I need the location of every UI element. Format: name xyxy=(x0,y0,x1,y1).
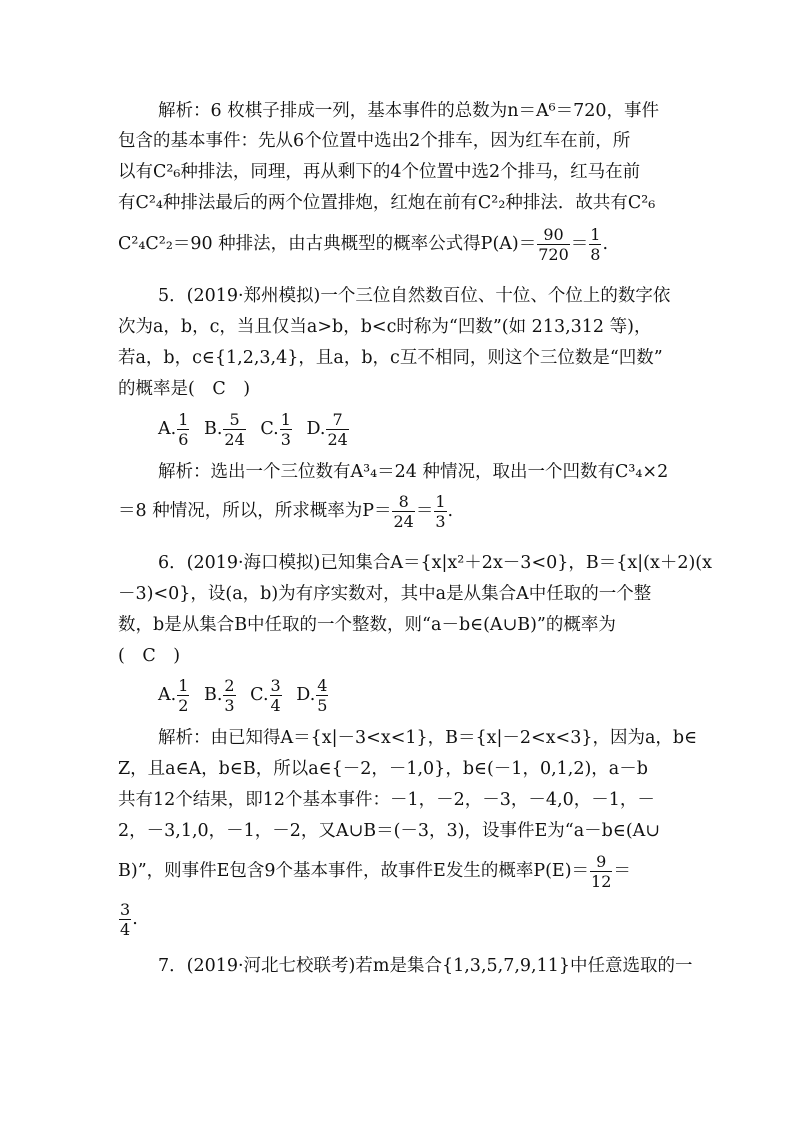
question-7-line: 7．(2019·河北七校联考)若m是集合{1,3,5,7,9,11}中任意选取的一 xyxy=(158,956,693,976)
fraction xyxy=(177,676,189,715)
text-line: 的概率是( C ) xyxy=(118,379,251,399)
option-label: D. xyxy=(306,419,326,439)
question-6-line: 6．(2019·海口模拟)已知集合A＝{x|x²＋2x－3<0}，B＝{x|(x＋2)(x xyxy=(158,553,712,573)
fraction-numerator: 3 xyxy=(270,676,281,695)
fraction-numerator: 1 xyxy=(178,410,189,429)
equals-sign: ＝ xyxy=(415,501,434,521)
option-b xyxy=(204,410,247,449)
fraction-denominator: 24 xyxy=(327,430,348,449)
fraction-numerator: 3 xyxy=(120,900,131,919)
option-label: B. xyxy=(203,685,223,705)
fraction-numerator: 1 xyxy=(435,492,446,511)
fraction xyxy=(326,410,348,449)
fraction-denominator: 12 xyxy=(591,872,612,891)
fraction-numerator: 90 xyxy=(537,225,570,245)
text-line: 解析：6 枚棋子排成一列，基本事件的总数为n＝A⁶＝720，事件 xyxy=(158,101,660,121)
option-a xyxy=(158,676,190,715)
fraction xyxy=(537,225,570,264)
option-label: D. xyxy=(296,685,316,705)
text-line: ( C ) xyxy=(118,646,181,666)
fraction xyxy=(316,676,328,715)
fraction-numerator: 7 xyxy=(326,410,348,430)
fraction xyxy=(392,492,414,531)
option-d xyxy=(306,410,349,449)
text-line: Z，且a∈A，b∈B，所以a∈{－2，－1,0}，b∈(－1，0,1,2)，a－b xyxy=(118,759,648,779)
fraction xyxy=(280,410,292,449)
text-line: 以有C²₆种排法，同理，再从剩下的4个位置中选2个排马，红马在前 xyxy=(118,162,641,182)
fraction-denominator: 4 xyxy=(270,696,281,715)
period: . xyxy=(447,501,454,521)
text-segment: C²₄C²₂＝90 种排法，由古典概型的概率公式得P(A)＝ xyxy=(118,234,537,254)
fraction-denominator: 24 xyxy=(224,430,245,449)
period: . xyxy=(132,909,138,929)
equals-sign: ＝ xyxy=(613,861,631,881)
text-line: 数，b是从集合B中任取的一个整数，则“a－b∈(A∪B)”的概率为 xyxy=(118,615,616,635)
fraction-denominator: 720 xyxy=(538,245,569,264)
fraction xyxy=(177,410,189,449)
fraction-numerator: 8 xyxy=(392,492,414,512)
option-label: A. xyxy=(158,419,177,439)
text-line-with-fraction xyxy=(118,492,678,531)
text-line: 若a，b，c∈{1,2,3,4}，且a，b，c互不相同，则这个三位数是“凹数” xyxy=(118,348,663,368)
text-line: 解析：由已知得A＝{x|－3<x<1}，B＝{x|－2<x<3}，因为a，b∈ xyxy=(158,728,698,748)
fraction-numerator: 9 xyxy=(590,852,612,872)
fraction-denominator: 2 xyxy=(178,696,189,715)
text-line: 共有12个结果，即12个基本事件：－1，－2，－3，－4,0，－1，－ xyxy=(118,790,655,810)
fraction xyxy=(119,900,131,939)
fraction-numerator: 1 xyxy=(590,225,601,244)
text-line: 有C²₄种排法最后的两个位置排炮，红炮在前有C²₂种排法．故共有C²₆ xyxy=(118,193,656,213)
fraction-denominator: 3 xyxy=(224,696,235,715)
text-segment: ＝8 种情况，所以，所求概率为P＝ xyxy=(118,501,392,521)
fraction-numerator: 1 xyxy=(178,676,189,695)
option-b xyxy=(204,676,237,715)
option-d xyxy=(296,676,329,715)
period: . xyxy=(602,234,609,254)
text-line-with-fraction xyxy=(118,852,678,891)
option-label: C. xyxy=(250,685,269,705)
fraction xyxy=(434,492,446,531)
text-line: 2，－3,1,0，－1，－2，又A∪B＝(－3，3)，设事件E为“a－b∈(A∪ xyxy=(118,821,660,841)
option-label: C. xyxy=(260,419,279,439)
fraction xyxy=(270,676,282,715)
fraction xyxy=(223,676,235,715)
fraction xyxy=(589,225,601,264)
option-a xyxy=(158,410,190,449)
text-line: 包含的基本事件：先从6个位置中选出2个排车，因为红车在前，所 xyxy=(118,131,631,151)
text-line-with-fraction xyxy=(118,900,678,939)
fraction-denominator: 4 xyxy=(120,920,131,939)
fraction xyxy=(590,852,612,891)
text-line: 次为a，b，c，当且仅当a>b，b<c时称为“凹数”(如 213,312 等)， xyxy=(118,317,652,337)
options-row-q6 xyxy=(158,676,718,715)
fraction-numerator: 1 xyxy=(280,410,291,429)
fraction xyxy=(223,410,245,449)
fraction-denominator: 8 xyxy=(590,245,601,264)
option-label: B. xyxy=(203,419,223,439)
text-line-with-fraction xyxy=(118,225,678,264)
text-segment: B)”，则事件E包含9个基本事件，故事件E发生的概率P(E)＝ xyxy=(118,861,590,881)
question-5-line: 5．(2019·郑州模拟)一个三位自然数百位、十位、个位上的数字依 xyxy=(158,286,671,306)
fraction-denominator: 3 xyxy=(435,512,446,531)
fraction-denominator: 3 xyxy=(280,430,291,449)
text-line: 解析：选出一个三位数有A³₄＝24 种情况，取出一个凹数有C³₄×2 xyxy=(158,462,669,482)
fraction-denominator: 24 xyxy=(393,512,414,531)
option-label: A. xyxy=(158,685,177,705)
fraction-numerator: 2 xyxy=(224,676,235,695)
fraction-numerator: 4 xyxy=(317,676,328,695)
text-line: －3)<0}，设(a，b)为有序实数对，其中a是从集合A中任取的一个整 xyxy=(118,584,652,604)
option-c xyxy=(260,410,293,449)
fraction-denominator: 6 xyxy=(178,430,189,449)
equals-sign: ＝ xyxy=(570,234,589,254)
fraction-denominator: 5 xyxy=(317,696,328,715)
options-row-q5 xyxy=(158,410,718,449)
fraction-numerator: 5 xyxy=(223,410,245,430)
option-c xyxy=(250,676,283,715)
